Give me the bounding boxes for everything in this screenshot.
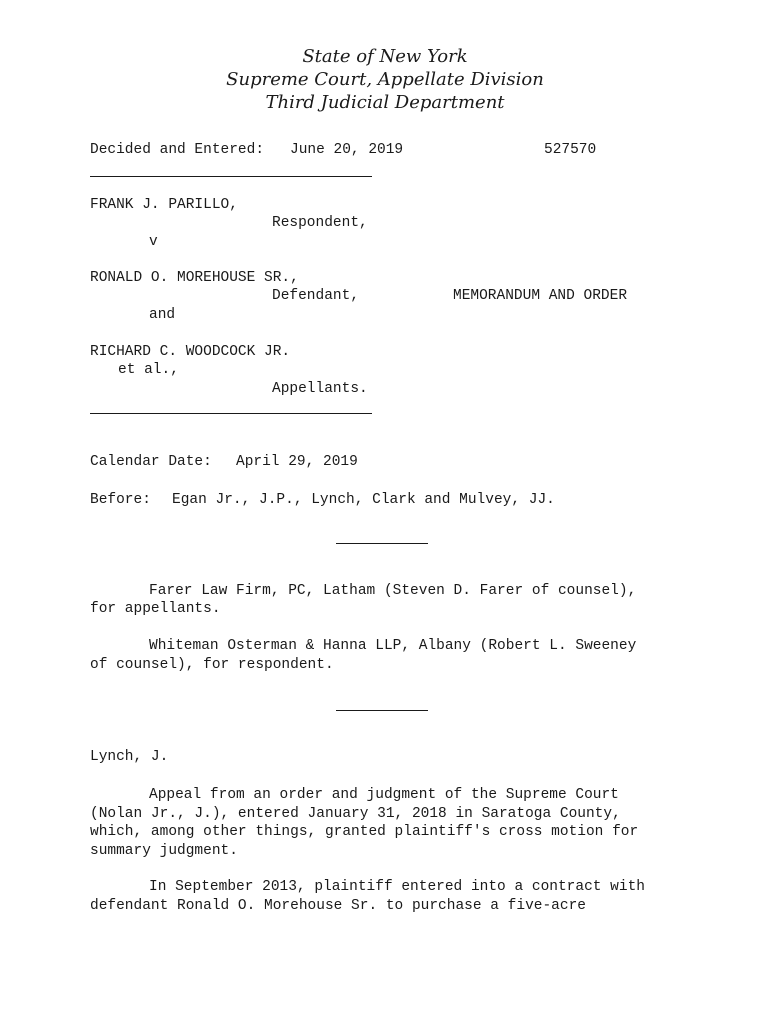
opinion-paragraph-line: Appeal from an order and judgment of the Supreme Court: [149, 787, 619, 803]
section-divider: [336, 710, 428, 711]
court-division-heading: Supreme Court, Appellate Division: [226, 69, 544, 90]
court-state-heading: State of New York: [302, 46, 468, 67]
party-appellant-etal: et al.,: [118, 362, 179, 378]
party-plaintiff: FRANK J. PARILLO,: [90, 197, 238, 213]
caption-bottom-rule: [90, 413, 372, 414]
caption-top-rule: [90, 176, 372, 177]
party-appellant-role: Appellants.: [272, 381, 368, 397]
party-appellant: RICHARD C. WOODCOCK JR.: [90, 344, 291, 360]
before-label: Before:: [90, 492, 151, 508]
party-defendant-role: Defendant,: [272, 288, 360, 304]
opinion-paragraph-line: summary judgment.: [90, 843, 238, 859]
court-department-heading: Third Judicial Department: [265, 92, 505, 113]
section-divider: [336, 543, 428, 544]
conjunction-and: and: [149, 307, 176, 323]
opinion-paragraph-line: defendant Ronald O. Morehouse Sr. to purchase a five-acre: [90, 898, 586, 914]
opinion-paragraph-line: which, among other things, granted plaintiff's cross motion for: [90, 824, 639, 840]
opinion-paragraph-line: In September 2013, plaintiff entered into a contract with: [149, 879, 645, 895]
panel-judges: Egan Jr., J.P., Lynch, Clark and Mulvey, JJ.: [172, 492, 555, 508]
opinion-paragraph-line: (Nolan Jr., J.), entered January 31, 2018 in Saratoga County,: [90, 806, 621, 822]
party-defendant: RONALD O. MOREHOUSE SR.,: [90, 270, 299, 286]
party-plaintiff-role: Respondent,: [272, 215, 368, 231]
calendar-date-value: April 29, 2019: [236, 454, 358, 470]
appellants-counsel-line2: for appellants.: [90, 601, 221, 617]
document-type-label: MEMORANDUM AND ORDER: [453, 288, 628, 304]
calendar-date-label: Calendar Date:: [90, 454, 212, 470]
decided-label: Decided and Entered:: [90, 142, 265, 158]
versus-marker: v: [149, 234, 158, 250]
respondent-counsel-line1: Whiteman Osterman & Hanna LLP, Albany (Robert L. Sweeney: [149, 638, 637, 654]
decided-date: June 20, 2019: [290, 142, 404, 158]
appellants-counsel-line1: Farer Law Firm, PC, Latham (Steven D. Farer of counsel),: [149, 583, 637, 599]
docket-number: 527570: [544, 142, 597, 158]
opinion-author: Lynch, J.: [90, 749, 169, 765]
respondent-counsel-line2: of counsel), for respondent.: [90, 657, 334, 673]
